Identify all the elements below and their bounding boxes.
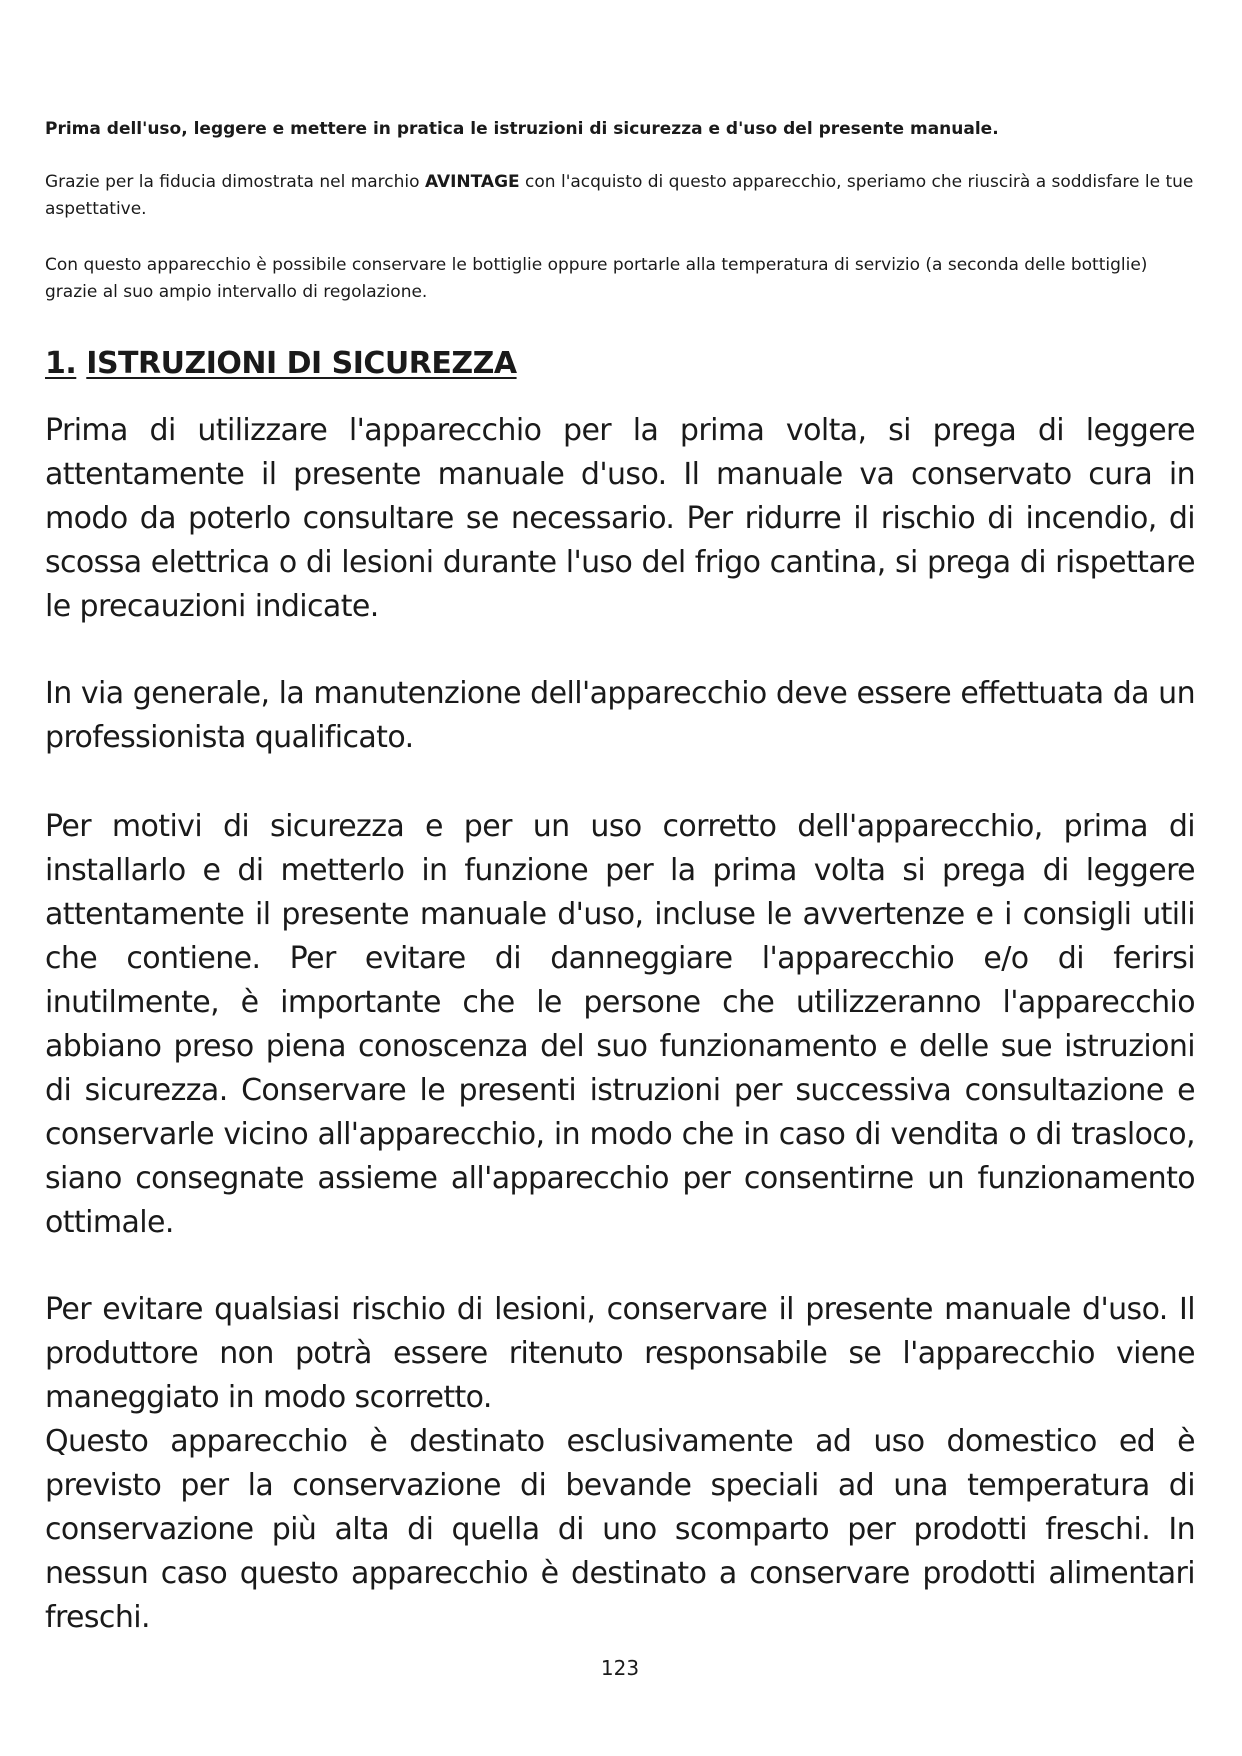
- intro-usage-paragraph: Con questo apparecchio è possibile conservare le bottiglie oppure portarle alla temperatura di servizio (a seconda delle bottiglie) grazie al suo ampio intervallo di regolazione.: [45, 255, 1148, 302]
- section-number: 1.: [45, 346, 77, 381]
- section-title: ISTRUZIONI DI SICUREZZA: [86, 346, 517, 381]
- safety-paragraph-3: Per motivi di sicurezza e per un uso corretto dell'apparecchio, prima di installarlo e di metterlo in funzione per la prima volta si prega di leggere attentamente il presente manuale d'uso, incluse le avvertenze e i consigli utili che contiene. Per evitare di danneggiare l'apparecchio e/o di ferirsi inutilmente, è importante che le persone che utilizzeranno l'apparecchio abbiano preso piena conoscenza del suo funzionamento e delle sue istruzioni di sicurezza. Conservare le presenti istruzioni per successiva consultazione e conservarle vicino all'apparecchio, in modo che in caso di vendita o di trasloco, siano consegnate assieme all'apparecchio per consentirne un funzionamento ottimale.: [45, 809, 1195, 1240]
- intro-warning: Prima dell'uso, leggere e mettere in pratica le istruzioni di sicurezza e d'uso del presente manuale.: [45, 119, 999, 139]
- safety-paragraph-4: Per evitare qualsiasi rischio di lesioni, conservare il presente manuale d'uso. Il produttore non potrà essere ritenuto responsabile se l'apparecchio viene maneggiato in modo scorretto.: [45, 1292, 1195, 1415]
- safety-paragraph-2: In via generale, la manutenzione dell'apparecchio deve essere effettuata da un professionista qualificato.: [45, 676, 1195, 755]
- safety-paragraph-1: Prima di utilizzare l'apparecchio per la prima volta, si prega di leggere attentamente il presente manuale d'uso. Il manuale va conservato cura in modo da poterlo consultare se necessario. Per ridurre il rischio di incendio, di scossa elettrica o di lesioni durante l'uso del frigo cantina, si prega di rispettare le precauzioni indicate.: [45, 413, 1195, 624]
- section-heading: [45, 344, 517, 384]
- brand-name: AVINTAGE: [424, 172, 520, 192]
- page-number: 123: [600, 1656, 640, 1680]
- safety-paragraph-5: Questo apparecchio è destinato esclusivamente ad uso domestico ed è previsto per la conservazione di bevande speciali ad una temperatura di conservazione più alta di quella di uno scomparto per prodotti freschi. In nessun caso questo apparecchio è destinato a conservare prodotti alimentari freschi.: [45, 1424, 1195, 1635]
- intro-thanks-text: Grazie per la fiducia dimostrata nel marchio: [45, 172, 425, 192]
- intro-thanks-paragraph: [45, 169, 1195, 223]
- intro-thanks-text-continued: con l'acquisto di questo apparecchio, speriamo che riuscirà a soddisfare le tue aspettative.: [45, 172, 1194, 219]
